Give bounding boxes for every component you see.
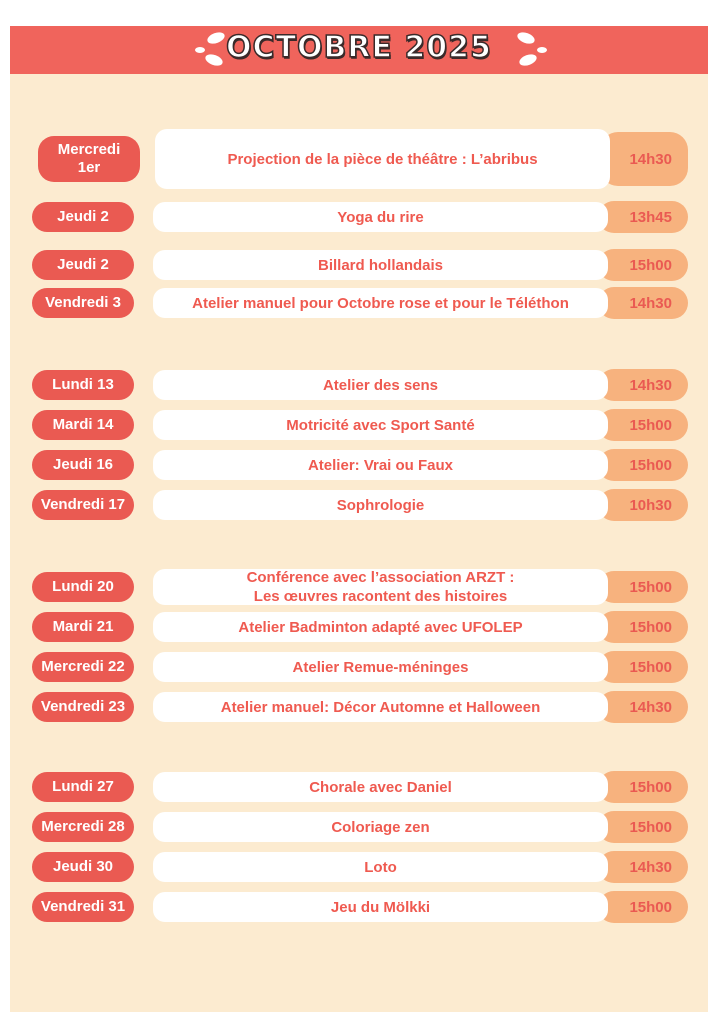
event-time: 15h00 bbox=[598, 651, 688, 683]
event-time: 15h00 bbox=[598, 249, 688, 281]
event-day: Jeudi 2 bbox=[32, 202, 134, 232]
event-time: 14h30 bbox=[600, 132, 688, 186]
event-activity: Yoga du rire bbox=[153, 202, 608, 232]
event-time: 14h30 bbox=[598, 287, 688, 319]
event-day: Vendredi 17 bbox=[32, 490, 134, 520]
event-time: 15h00 bbox=[598, 771, 688, 803]
event-day: Mardi 21 bbox=[32, 612, 134, 642]
event-activity: Projection de la pièce de théâtre : L’abribus bbox=[155, 129, 610, 189]
event-activity: Loto bbox=[153, 852, 608, 882]
event-time: 15h00 bbox=[598, 409, 688, 441]
event-day: Lundi 13 bbox=[32, 370, 134, 400]
event-time: 15h00 bbox=[598, 811, 688, 843]
event-day: Vendredi 31 bbox=[32, 892, 134, 922]
event-day: Mercredi 1er bbox=[38, 136, 140, 182]
calendar-page bbox=[10, 26, 708, 1012]
event-row bbox=[10, 890, 708, 924]
event-row bbox=[10, 610, 708, 644]
event-activity: Sophrologie bbox=[153, 490, 608, 520]
event-day: Lundi 27 bbox=[32, 772, 134, 802]
event-activity: Atelier manuel: Décor Automne et Halloween bbox=[153, 692, 608, 722]
splash-right-icon bbox=[512, 30, 552, 70]
event-row bbox=[10, 132, 708, 186]
event-activity: Billard hollandais bbox=[153, 250, 608, 280]
event-day: Mardi 14 bbox=[32, 410, 134, 440]
event-day: Jeudi 2 bbox=[32, 250, 134, 280]
event-row bbox=[10, 810, 708, 844]
event-row bbox=[10, 488, 708, 522]
event-activity: Atelier: Vrai ou Faux bbox=[153, 450, 608, 480]
event-row bbox=[10, 368, 708, 402]
event-row bbox=[10, 650, 708, 684]
event-activity: Atelier manuel pour Octobre rose et pour le Téléthon bbox=[153, 288, 608, 318]
event-row bbox=[10, 770, 708, 804]
page-title: OCTOBRE 2025 bbox=[226, 30, 492, 65]
event-activity: Conférence avec l’association ARZT : Les œuvres racontent des histoires bbox=[153, 569, 608, 605]
event-activity: Atelier des sens bbox=[153, 370, 608, 400]
event-time: 13h45 bbox=[598, 201, 688, 233]
event-day: Vendredi 23 bbox=[32, 692, 134, 722]
event-row bbox=[10, 850, 708, 884]
event-row bbox=[10, 200, 708, 234]
event-time: 14h30 bbox=[598, 851, 688, 883]
event-day: Jeudi 16 bbox=[32, 450, 134, 480]
event-time: 14h30 bbox=[598, 369, 688, 401]
event-row bbox=[10, 448, 708, 482]
event-day: Lundi 20 bbox=[32, 572, 134, 602]
event-row bbox=[10, 248, 708, 282]
event-day: Jeudi 30 bbox=[32, 852, 134, 882]
event-time: 14h30 bbox=[598, 691, 688, 723]
event-row bbox=[10, 568, 708, 606]
event-time: 15h00 bbox=[598, 449, 688, 481]
event-row bbox=[10, 286, 708, 320]
event-row bbox=[10, 408, 708, 442]
event-activity: Atelier Remue-méninges bbox=[153, 652, 608, 682]
event-activity: Coloriage zen bbox=[153, 812, 608, 842]
event-day: Vendredi 3 bbox=[32, 288, 134, 318]
event-time: 10h30 bbox=[598, 489, 688, 521]
event-activity: Chorale avec Daniel bbox=[153, 772, 608, 802]
event-activity: Motricité avec Sport Santé bbox=[153, 410, 608, 440]
event-time: 15h00 bbox=[598, 571, 688, 603]
event-day: Mercredi 28 bbox=[32, 812, 134, 842]
event-activity: Jeu du Mölkki bbox=[153, 892, 608, 922]
event-time: 15h00 bbox=[598, 611, 688, 643]
event-time: 15h00 bbox=[598, 891, 688, 923]
event-day: Mercredi 22 bbox=[32, 652, 134, 682]
header-banner bbox=[10, 26, 708, 74]
event-row bbox=[10, 690, 708, 724]
event-activity: Atelier Badminton adapté avec UFOLEP bbox=[153, 612, 608, 642]
